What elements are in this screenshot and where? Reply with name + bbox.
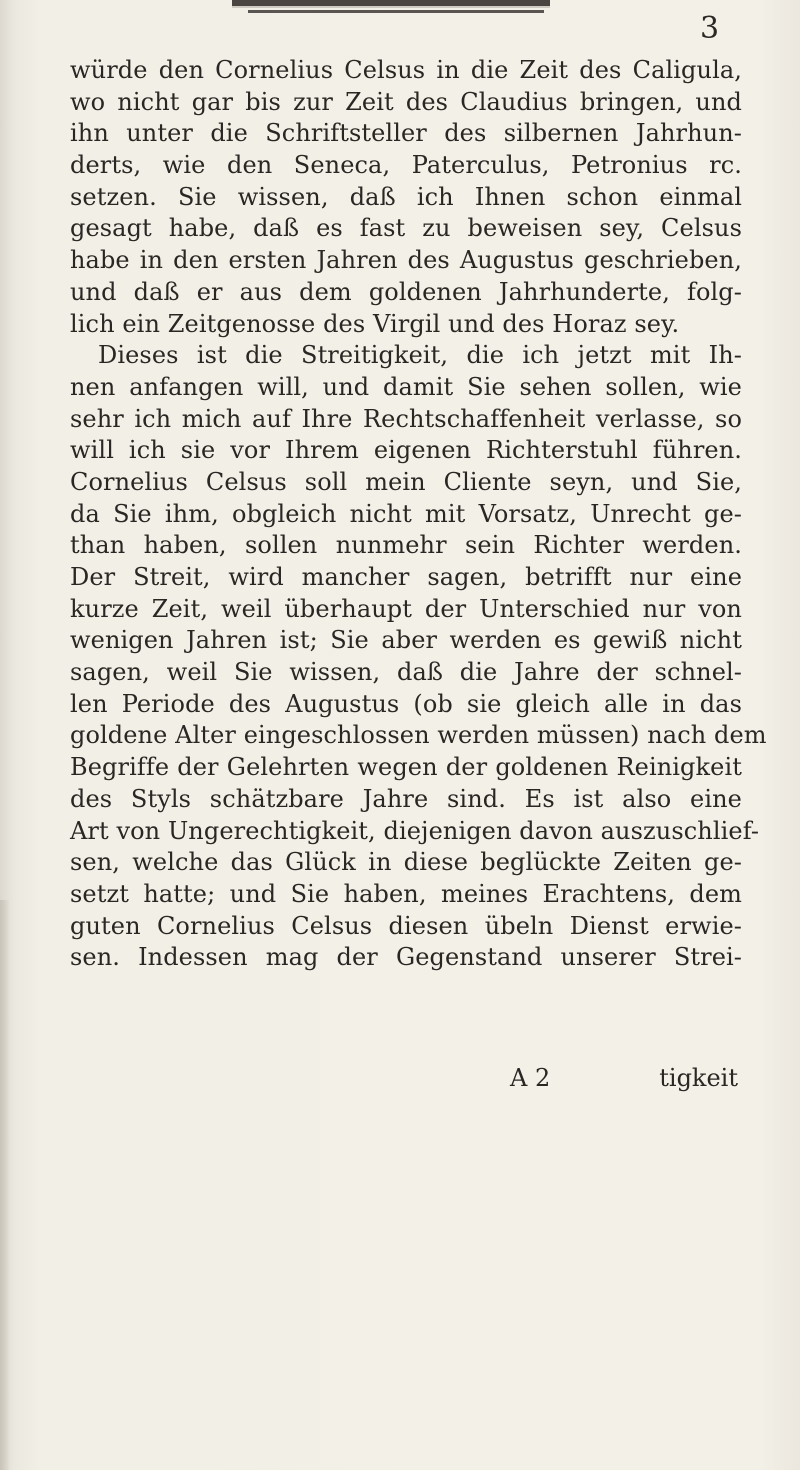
text-line: will ich sie vor Ihrem eigenen Richterstuhl führen. <box>70 436 742 465</box>
page-edge-shadow <box>0 900 10 1470</box>
catchword: tigkeit <box>659 1064 738 1092</box>
text-line: Der Streit, wird mancher sagen, betrifft nur eine <box>70 563 742 591</box>
body-text <box>70 55 767 974</box>
text-line: guten Cornelius Celsus diesen übeln Dienst erwie- <box>70 911 742 940</box>
text-line: len Periode des Augustus (ob sie gleich alle in das <box>70 689 742 718</box>
text-line: Art von Ungerechtigkeit, diejenigen davon auszuschlief- <box>70 816 760 845</box>
text-line: des Styls schätzbare Jahre sind. Es ist also eine <box>70 784 742 813</box>
text-line: sagen, weil Sie wissen, daß die Jahre der schnel- <box>70 658 742 687</box>
text-line: setzt hatte; und Sie haben, meines Erachtens, dem <box>70 879 742 908</box>
text-line: würde den Cornelius Celsus in die Zeit des Caligula, <box>70 56 742 84</box>
text-line: da Sie ihm, obgleich nicht mit Vorsatz, Unrecht ge- <box>70 499 742 528</box>
text-line: sen, welche das Glück in diese beglückte Zeiten ge- <box>70 848 742 877</box>
page-number: 3 <box>700 11 720 46</box>
text-line: goldene Alter eingeschlossen werden müssen) nach dem <box>70 721 767 750</box>
text-line: lich ein Zeitgenosse des Virgil und des Horaz sey. <box>70 309 680 338</box>
text-line: wo nicht gar bis zur Zeit des Claudius bringen, und <box>70 87 742 116</box>
text-line: derts, wie den Seneca, Paterculus, Petronius rc. <box>70 151 742 180</box>
text-line: ihn unter die Schriftsteller des silbernen Jahrhun- <box>70 119 742 148</box>
text-line: nen anfangen will, und damit Sie sehen sollen, wie <box>70 372 742 401</box>
text-line: und daß er aus dem goldenen Jahrhunderte, folg- <box>70 277 742 306</box>
header-rule <box>232 0 550 8</box>
header-rule-secondary <box>248 10 544 13</box>
signature-mark: A 2 <box>510 1064 551 1092</box>
text-line: wenigen Jahren ist; Sie aber werden es gewiß nicht <box>70 626 742 655</box>
text-line: Cornelius Celsus soll mein Cliente seyn, und Sie, <box>70 467 742 496</box>
text-line: gesagt habe, daß es fast zu beweisen sey, Celsus <box>70 214 742 243</box>
page-footer <box>70 1062 742 1094</box>
text-line: sen. Indessen mag der Gegenstand unserer Strei- <box>70 943 742 972</box>
text-line: habe in den ersten Jahren des Augustus geschrieben, <box>70 246 742 275</box>
text-line: sehr ich mich auf Ihre Rechtschaffenheit verlasse, so <box>70 404 742 433</box>
text-line: kurze Zeit, weil überhaupt der Unterschied nur von <box>70 594 742 623</box>
paragraph-start-line: Dieses ist die Streitigkeit, die ich jetzt mit Ih- <box>98 341 742 370</box>
text-line: setzen. Sie wissen, daß ich Ihnen schon einmal <box>70 182 742 211</box>
text-line: Begriffe der Gelehrten wegen der goldenen Reinigkeit <box>70 753 742 782</box>
text-line: than haben, sollen nunmehr sein Richter werden. <box>70 531 742 560</box>
